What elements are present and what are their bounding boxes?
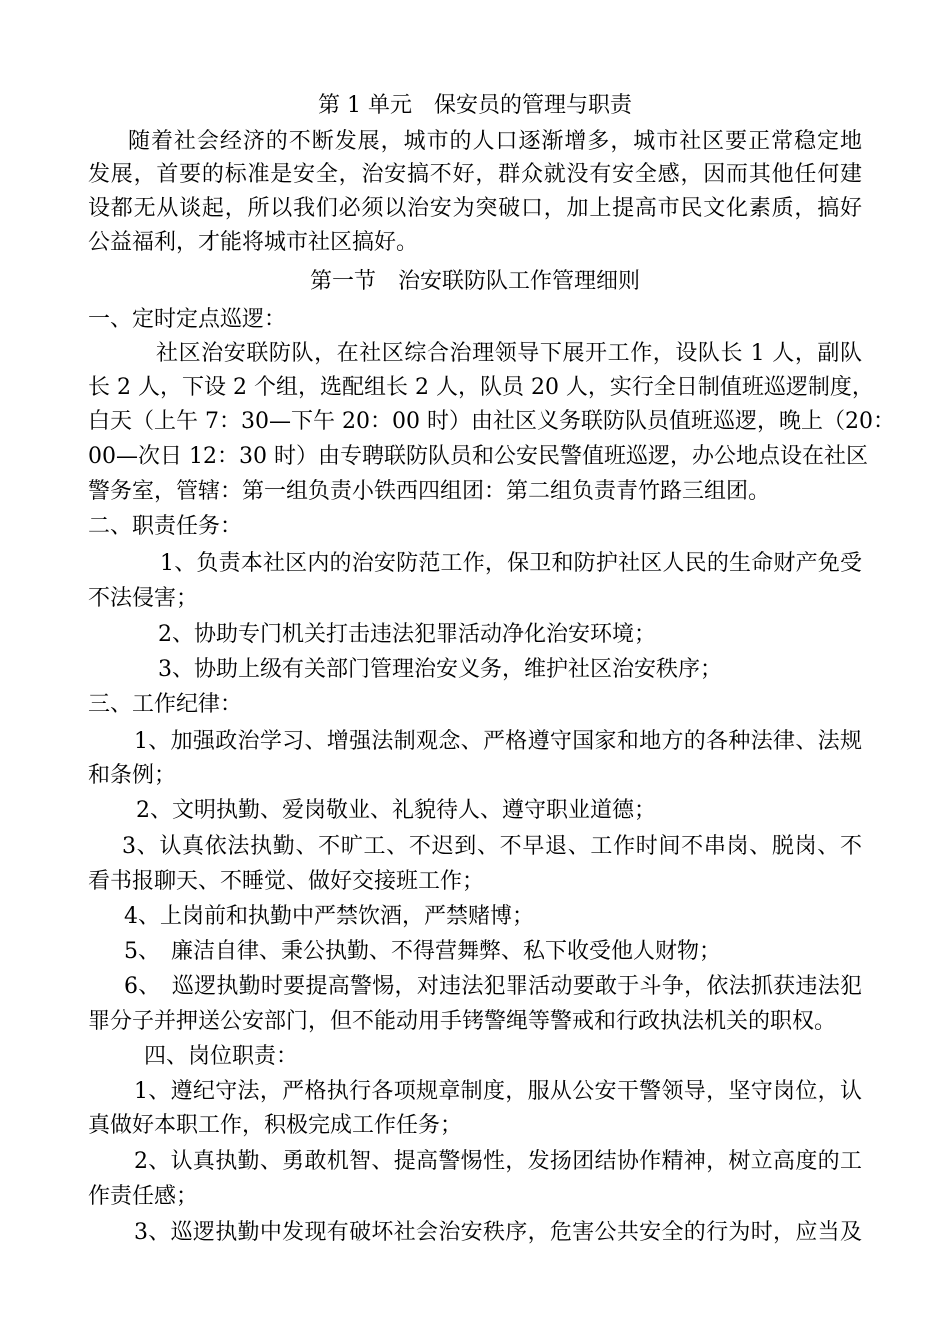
part1-heading: 一、定时定点巡逻： xyxy=(88,307,287,332)
part1-line-4: 00—次日 12：30 时）由专聘联防队员和公安民警值班巡逻，办公地点设在社区 xyxy=(88,444,868,469)
part3-line-3: 2、文明执勤、爱岗敬业、礼貌待人、遵守职业道德； xyxy=(136,798,656,823)
part3-line-6: 4、上岗前和执勤中严禁饮酒，严禁赌博； xyxy=(124,904,534,929)
part1-line-1: 社区治安联防队，在社区综合治理领导下展开工作，设队长 1 人，副队 xyxy=(156,341,862,366)
part2-heading: 二、职责任务： xyxy=(88,514,243,539)
part2-line-4: 3、协助上级有关部门管理治安义务，维护社区治安秩序； xyxy=(158,657,722,682)
part3-line-2: 和条例； xyxy=(88,763,177,788)
part3-line-7: 5、 廉洁自律、秉公执勤、不得营舞弊、私下收受他人财物； xyxy=(124,939,721,964)
part3-line-8: 6、 巡逻执勤时要提高警惕，对违法犯罪活动要敢于斗争，依法抓获违法犯 xyxy=(124,974,862,999)
part1-line-2: 长 2 人，下设 2 个组，选配组长 2 人，队员 20 人，实行全日制值班巡逻制度， xyxy=(88,375,874,400)
part3-line-1: 1、加强政治学习、增强法制观念、严格遵守国家和地方的各种法律、法规 xyxy=(134,729,862,754)
unit-title: 第 1 单元 保安员的管理与职责 xyxy=(318,93,632,118)
intro-line-3: 设都无从谈起，所以我们必须以治安为突破口，加上提高市民文化素质，搞好 xyxy=(88,196,862,221)
part2-line-1: 1、负责本社区内的治安防范工作，保卫和防护社区人民的生命财产免受 xyxy=(160,551,862,576)
part3-line-5: 看书报聊天、不睡觉、做好交接班工作； xyxy=(88,869,485,894)
intro-line-4: 公益福利，才能将城市社区搞好。 xyxy=(88,230,419,255)
part4-line-3: 2、认真执勤、勇敢机智、提高警惕性，发扬团结协作精神，树立高度的工 xyxy=(134,1149,862,1174)
part2-line-2: 不法侵害； xyxy=(88,586,199,611)
part2-line-3: 2、协助专门机关打击违法犯罪活动净化治安环境； xyxy=(158,622,656,647)
intro-line-1: 随着社会经济的不断发展，城市的人口逐渐增多，城市社区要正常稳定地 xyxy=(128,129,862,154)
part3-line-9: 罪分子并押送公安部门，但不能动用手铐警绳等警戒和行政执法机关的职权。 xyxy=(88,1009,837,1034)
part1-line-5: 警务室，管辖：第一组负责小铁西四组团：第二组负责青竹路三组团。 xyxy=(88,479,771,504)
part4-line-4: 作责任感； xyxy=(88,1184,199,1209)
intro-line-2: 发展，首要的标准是安全，治安搞不好，群众就没有安全感，因而其他任何建 xyxy=(88,162,862,187)
part3-heading: 三、工作纪律： xyxy=(88,692,243,717)
part4-line-5: 3、巡逻执勤中发现有破坏社会治安秩序，危害公共安全的行为时，应当及 xyxy=(134,1220,862,1245)
part4-heading: 四、岗位职责： xyxy=(144,1044,299,1069)
part4-line-2: 真做好本职工作，积极完成工作任务； xyxy=(88,1113,463,1138)
part3-line-4: 3、认真依法执勤、不旷工、不迟到、不早退、工作时间不串岗、脱岗、不 xyxy=(122,834,862,859)
part4-line-1: 1、遵纪守法，严格执行各项规章制度，服从公安干警领导，坚守岗位，认 xyxy=(134,1079,862,1104)
part1-line-3: 白天（上午 7：30—下午 20：00 时）由社区义务联防队员值班巡逻，晚上（20： xyxy=(88,409,895,434)
section-title: 第一节 治安联防队工作管理细则 xyxy=(309,269,640,294)
